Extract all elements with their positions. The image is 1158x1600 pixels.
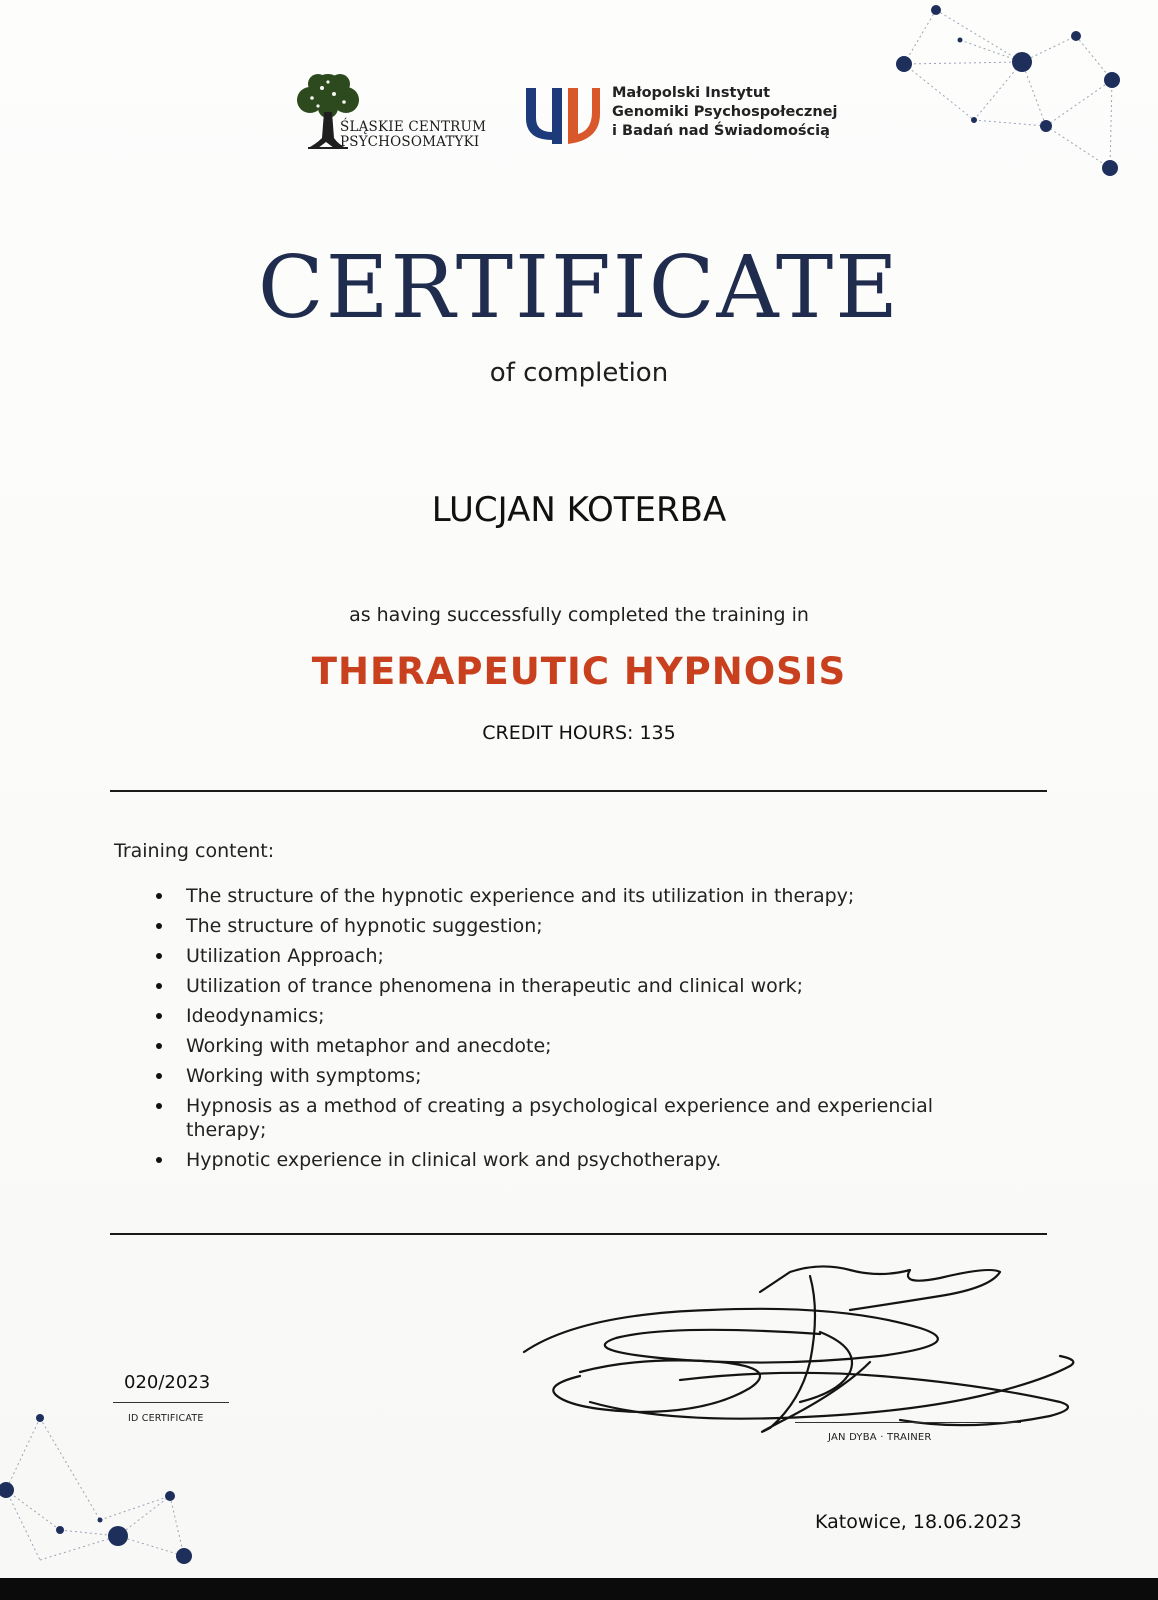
list-item: Hypnotic experience in clinical work and psychotherapy.: [154, 1148, 1004, 1172]
course-title: THERAPEUTIC HYPNOSIS: [311, 650, 847, 693]
certificate-title: CERTIFICATE: [257, 238, 901, 338]
malopolski-instytut-logo: [522, 80, 862, 160]
trainer-signature-line: [795, 1422, 1021, 1423]
place-and-date: Katowice, 18.06.2023: [815, 1511, 1022, 1533]
left-logo-text: ŚLĄSKIE CENTRUM PSYCHOSOMATYKI: [340, 119, 487, 150]
list-item: Utilization of trance phenomena in therapeutic and clinical work;: [154, 974, 1004, 998]
list-item: The structure of the hypnotic experience and its utilization in therapy;: [154, 884, 1004, 908]
trainer-label: JAN DYBA · TRAINER: [828, 1432, 932, 1443]
list-item: Working with metaphor and anecdote;: [154, 1034, 1004, 1058]
divider-top: [110, 790, 1047, 792]
credit-hours: CREDIT HOURS: 135: [482, 722, 676, 744]
divider-bottom: [110, 1233, 1047, 1235]
certificate-subtitle: of completion: [489, 358, 669, 388]
list-item: Utilization Approach;: [154, 944, 1004, 968]
certificate-id: 020/2023: [124, 1372, 211, 1393]
certificate-id-line: [113, 1402, 229, 1403]
network-decoration-bottom-left: [0, 1410, 240, 1580]
trainer-signature: [520, 1252, 1090, 1462]
completion-statement: as having successfully completed the training in: [349, 604, 809, 626]
right-logo-text: Małopolski Instytut Genomiki Psychospołecznej i Badań nad Świadomością: [612, 85, 838, 139]
recipient-name: LUCJAN KOTERBA: [431, 490, 727, 530]
list-item: Ideodynamics;: [154, 1004, 1004, 1028]
network-decoration-top-right: [880, 0, 1158, 200]
training-content-heading: Training content:: [114, 840, 275, 862]
certificate-id-label: ID CERTIFICATE: [128, 1413, 204, 1424]
list-item: Working with symptoms;: [154, 1064, 1004, 1088]
list-item: Hypnosis as a method of creating a psychological experience and experiencial therapy;: [154, 1094, 1004, 1142]
training-content-list: [154, 884, 1004, 1178]
slaskie-centrum-logo: [288, 70, 508, 160]
psi-icon: [522, 82, 602, 152]
scan-bottom-edge: [0, 1578, 1158, 1600]
list-item: The structure of hypnotic suggestion;: [154, 914, 1004, 938]
